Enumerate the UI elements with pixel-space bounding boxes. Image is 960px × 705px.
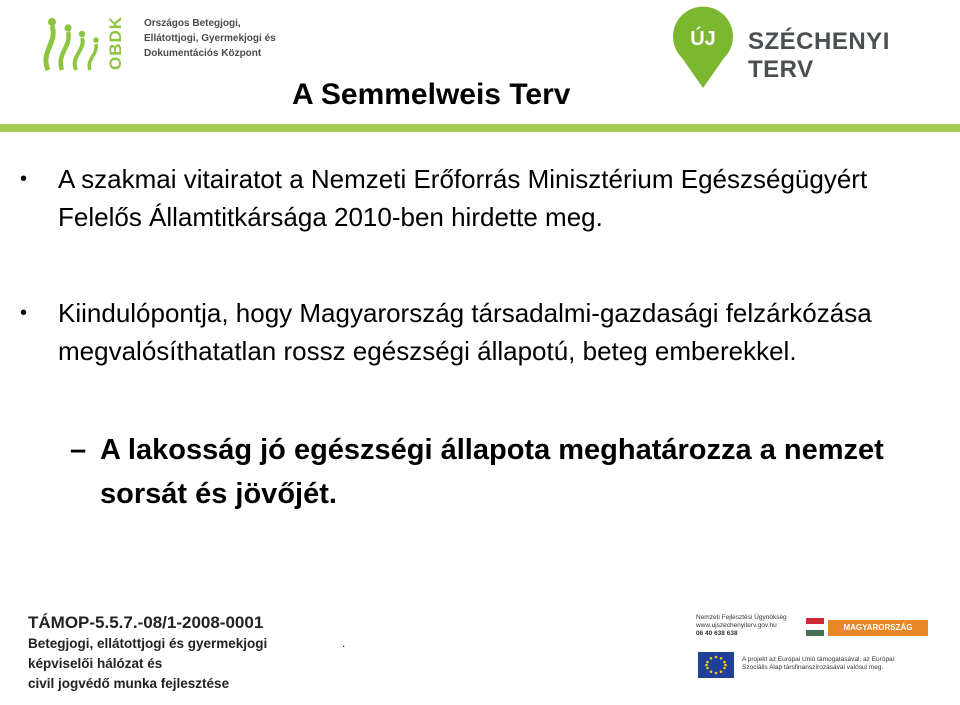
bullet-item: Kiindulópontja, hogy Magyarország társadalmi-gazdasági felzárkózása megvalósíthatatlan rossz egészségi állapotú, beteg emberekkel.: [58, 298, 872, 366]
nfu-url: www.ujszechenyiterv.gov.hu: [696, 622, 777, 629]
hungarian-flag-icon: [806, 618, 824, 636]
eu-text-line: Szociális Alap társfinanszírozásával valósul meg.: [742, 664, 884, 671]
eu-flag-icon: [698, 652, 734, 678]
obdk-acronym: OBDK: [106, 15, 125, 70]
dash-icon: –: [70, 434, 87, 466]
bullet-item: A szakmai vitairatot a Nemzeti Erőforrás Minisztérium Egészségügyért Felelős Államtitkársága 2010-ben hirdette meg.: [58, 164, 868, 232]
project-info: [28, 612, 267, 694]
nfu-phone: 06 40 638 638: [696, 630, 738, 637]
sub-bullet-item: A lakosság jó egészségi állapota meghatározza a nemzet sorsát és jövőjét.: [100, 434, 884, 510]
slide-title: A Semmelweis Terv: [292, 78, 571, 111]
funding-logos: [680, 606, 936, 690]
nfu-name: Nemzeti Fejlesztési Ügynökség: [696, 614, 787, 621]
eu-funding-text: [742, 656, 932, 672]
banner-text: MAGYARORSZÁG MEGÚJUL: [843, 623, 913, 648]
footer-separator: .: [342, 636, 346, 650]
szechenyi-badge: ÚJ: [690, 28, 716, 50]
project-code: TÁMOP-5.5.7.-08/1-2008-0001: [28, 613, 264, 632]
bullet-icon: •: [20, 302, 28, 324]
project-line: Betegjogi, ellátottjogi és gyermekjogi: [28, 636, 268, 651]
project-line: képviselői hálózat és: [28, 656, 163, 671]
obdk-name: [144, 16, 276, 61]
szechenyi-name: SZÉCHENYI TERV: [748, 28, 890, 83]
obdk-name-line: Ellátottjogi, Gyermekjogi és: [144, 33, 276, 44]
project-line: civil jogvédő munka fejlesztése: [28, 676, 230, 691]
title-divider: [0, 124, 960, 132]
obdk-name-line: Országos Betegjogi,: [144, 18, 241, 29]
hungary-renews-banner: [828, 620, 928, 648]
obdk-name-line: Dokumentációs Központ: [144, 48, 262, 59]
bullet-icon: •: [20, 168, 28, 190]
eu-text-line: A projekt az Európai Unió támogatásával, az Európai: [742, 656, 895, 663]
nfu-info: [696, 614, 816, 638]
